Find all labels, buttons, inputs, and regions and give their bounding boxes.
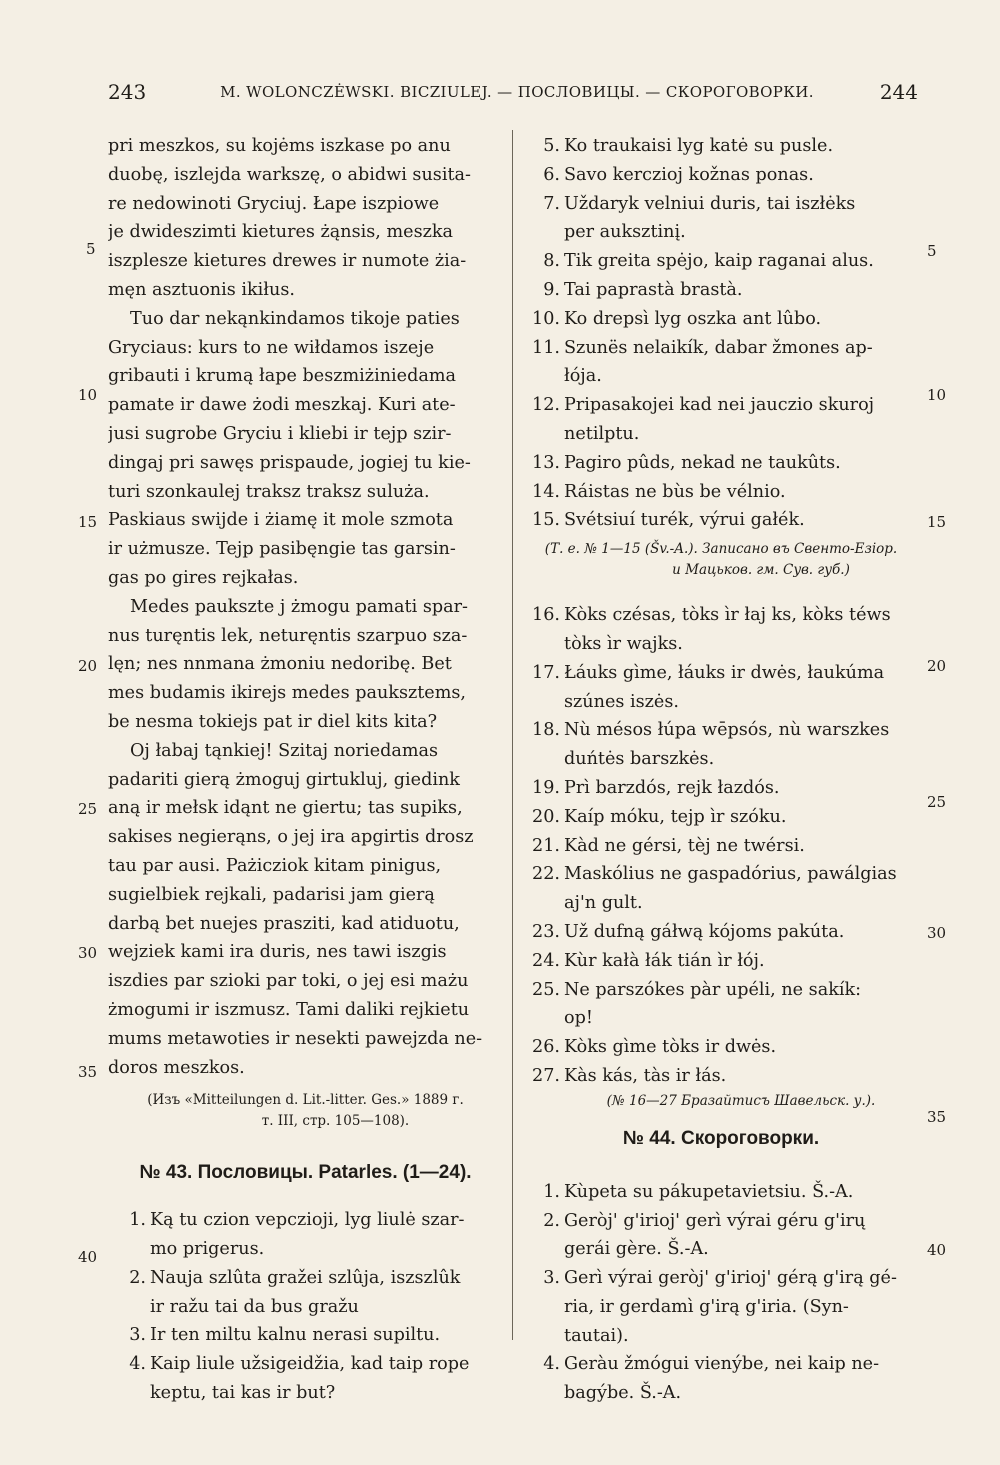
list-item <box>522 1033 920 1062</box>
item-text: Tik greita spėjo, kaip raganai alus. <box>564 251 874 272</box>
text-line: doros meszkos. <box>108 1057 245 1078</box>
item-text: Svétsiuí turék, výrui gałék. <box>564 510 805 531</box>
line-number: 35 <box>78 1063 98 1081</box>
text-line: mums metawoties ir nesekti pawejzda ne- <box>108 1028 483 1049</box>
list-item <box>522 247 920 276</box>
item-number: 18. <box>532 720 560 741</box>
item-text: Kòks czésas, tòks ìr łaj ks, kòks téws <box>564 605 891 626</box>
list-item <box>522 161 920 190</box>
list-item <box>522 1264 920 1293</box>
item-number: 24. <box>532 950 560 971</box>
item-number: 5. <box>543 136 560 156</box>
text-line: padariti gierą żmoguj girtukluj, giedink <box>108 769 460 790</box>
list-item <box>522 803 920 832</box>
item-text: Maskólius ne gaspadórius, pawálgias <box>564 864 897 885</box>
list-item <box>522 774 920 803</box>
list-item <box>522 716 920 745</box>
item-text: Nù mésos łúpa wēpsós, nù warszkes <box>564 720 890 741</box>
line-number: 40 <box>78 1248 98 1266</box>
item-text: Kùpeta su pákupetavietsiu. Š.-A. <box>564 1181 854 1202</box>
item-text: Ráistas ne bùs be vélnio. <box>564 481 786 502</box>
item-text: Łáuks gìme, łáuks ir dwės, łaukúma <box>564 662 885 683</box>
item-text: tautai). <box>564 1325 629 1346</box>
item-number: 4. <box>129 1354 146 1375</box>
item-number: 6. <box>543 164 560 185</box>
list-item <box>522 860 920 889</box>
item-text: Kàs kás, tàs ir łás. <box>564 1065 727 1086</box>
item-text: Ką tu czion vepczioji, lyg liulė szar- <box>150 1210 465 1231</box>
item-text: Gerì výrai geròj' g'irioj' gérą g'irą gé- <box>564 1268 897 1289</box>
item-text: ir ražu tai da bus gražu <box>150 1296 359 1317</box>
list-item <box>522 1178 920 1207</box>
item-number: 22. <box>532 864 560 885</box>
item-text: duńtės barszkės. <box>564 749 715 770</box>
item-number: 9. <box>543 279 560 300</box>
item-number: 19. <box>532 777 560 798</box>
line-number: 35 <box>927 1108 947 1126</box>
item-text: mo prigerus. <box>150 1239 265 1260</box>
source-note: (№ 16—27 Бразайтисъ Шавельск. у.). <box>606 1092 876 1109</box>
source-note: (Изъ «Mitteilungen d. Lit.-litter. Ges.» 1889 г. <box>147 1092 464 1109</box>
item-number: 26. <box>532 1037 560 1058</box>
list-item <box>522 1062 920 1091</box>
page-number-right: 244 <box>879 80 918 104</box>
item-text: Pripasakojei kad nei jauczio skuroj <box>564 395 875 416</box>
item-number: 13. <box>532 452 560 473</box>
line-number: 15 <box>927 513 947 531</box>
text-line: jusi sugrobe Gryciu i kliebi ir tejp szir- <box>108 423 452 444</box>
line-number: 30 <box>927 924 947 942</box>
list-item <box>522 305 920 334</box>
text-line: ir użmusze. Tejp pasibęngie tas garsin- <box>108 539 456 560</box>
item-number: 1. <box>543 1181 560 1202</box>
text-line: aną ir mełsk idąnt ne giertu; tas supiks, <box>108 798 463 819</box>
item-number: 23. <box>532 921 560 942</box>
item-text: Kòks gìme tòks ir dwės. <box>564 1037 777 1058</box>
item-text: Kaíp móku, tejp ìr szóku. <box>564 806 787 827</box>
item-number: 12. <box>532 395 560 416</box>
right-column <box>522 132 920 1408</box>
item-text: Tai paprastà brastà. <box>564 279 743 300</box>
list-item <box>522 601 920 630</box>
list-item <box>522 976 920 1005</box>
line-number: 40 <box>927 1241 947 1259</box>
item-number: 14. <box>532 481 560 502</box>
item-number: 15. <box>532 510 560 531</box>
text-line: turi szonkaulej traksz traksz sulużа. <box>108 481 430 502</box>
list-item <box>108 1206 503 1235</box>
running-title: M. WOLONCZĖWSKI. BICZIULEJ. — ПОСЛОВИЦЫ. — СКОРОГОВОРКИ. <box>220 83 814 101</box>
text-line: lęn; nes nnmana żmoniu nedoribę. Bet <box>108 654 452 675</box>
source-note: и Мацьков. гм. Cyв. губ.) <box>672 562 850 579</box>
item-number: 20. <box>532 806 560 827</box>
list-item <box>522 506 920 535</box>
item-number: 17. <box>532 662 560 683</box>
text-line: dingaj pri sawęs prispaude, jogiej tu kie- <box>108 452 471 473</box>
line-number: 25 <box>78 800 98 818</box>
item-number: 16. <box>532 605 560 626</box>
text-line: darbą bet nuejes prasziti, kad atiduotu, <box>108 913 460 934</box>
text-line: iszplesze kietures drewes ir numote żia- <box>108 251 467 272</box>
item-text: Ko drepsì lyg oszka ant lûbo. <box>564 308 822 329</box>
item-text: Nauja szlûta gražei szlûja, iszszlûk <box>150 1267 461 1288</box>
item-number: 10. <box>532 308 560 329</box>
list-item <box>522 478 920 507</box>
running-header <box>108 80 918 110</box>
line-number: 10 <box>927 386 947 404</box>
list-item <box>522 659 920 688</box>
text-line: męn asztuonis ikiłus. <box>108 279 295 300</box>
text-line: sugielbiek rejkali, padarisi jam gierą <box>108 884 435 905</box>
item-number: 8. <box>543 251 560 272</box>
source-note: (Т. е. № 1—15 (Šv.-A.). Записано въ Свенто-Езіор. <box>544 541 898 558</box>
left-column <box>108 132 503 1408</box>
item-text: tòks ìr wajks. <box>564 633 683 654</box>
item-text: op! <box>564 1008 593 1029</box>
text-line: tau par ausi. Pażicziok kitam pinigus, <box>108 855 442 876</box>
item-text: łója. <box>564 366 602 387</box>
list-item <box>522 276 920 305</box>
text-line: żmogumi ir iszmusz. Tami daliki rejkietu <box>108 999 470 1020</box>
item-number: 11. <box>532 337 560 358</box>
item-text: Ne parszókes pàr upéli, ne sakík: <box>564 979 862 1000</box>
item-text: Geròj' g'irioj' gerì výrai géru g'irų <box>564 1210 866 1231</box>
text-line: Gryciaus: kurs to ne wiłdamos iszeje <box>108 337 435 358</box>
line-number: 5 <box>86 240 96 258</box>
list-item <box>522 190 920 219</box>
text-line: pri meszkos, su kojėms iszkase po anu <box>108 136 451 156</box>
list-item <box>522 449 920 478</box>
item-text: Savo kercziој kožnas ponas. <box>564 164 814 185</box>
item-number: 4. <box>543 1354 560 1375</box>
line-number: 30 <box>78 944 98 962</box>
text-line: sakises negierąns, o jej ira apgirtis drosz <box>108 827 474 848</box>
text-line: gas po gires rejkałas. <box>108 567 299 588</box>
item-text: Prì barzdós, rejk łazdós. <box>564 777 780 798</box>
text-line: je dwideszimti kietures żąnsis, meszka <box>108 222 454 243</box>
list-item <box>522 334 920 363</box>
text-line: pamate ir dawe żodi meszkaj. Kuri ate- <box>108 395 456 416</box>
list-item <box>522 918 920 947</box>
list-item <box>522 132 920 161</box>
item-text: ria, ir gerdamì g'irą g'iria. (Syn- <box>564 1296 849 1317</box>
text-line: duobę, iszlejda warkszę, o abidwi susita- <box>108 164 471 185</box>
section-title: № 43. Пословицы. Patarles. (1—24). <box>139 1162 472 1184</box>
list-item <box>522 391 920 420</box>
text-line: mes budamis ikirejs medes pauksztems, <box>108 683 467 704</box>
item-text: Kaip liule užsigeidžia, kad taip rope <box>150 1354 470 1375</box>
section-title: № 44. Скороговорки. <box>622 1127 820 1149</box>
item-number: 2. <box>129 1267 146 1288</box>
list-item <box>522 832 920 861</box>
item-text: Ir ten miltu kalnu nerasi supiltu. <box>150 1325 441 1346</box>
source-note: т. III, стр. 105—108). <box>261 1113 410 1130</box>
item-number: 25. <box>532 979 560 1000</box>
line-number: 25 <box>927 793 947 811</box>
line-number: 15 <box>78 513 98 531</box>
item-text: keptu, tai kas ir but? <box>150 1383 336 1404</box>
item-text: gerái gère. Š.-A. <box>564 1239 709 1260</box>
item-number: 2. <box>543 1210 560 1231</box>
item-text: netilptu. <box>564 423 640 444</box>
line-number: 10 <box>78 386 98 404</box>
item-text: Kùr kałà łák tián ìr łój. <box>564 950 765 971</box>
item-number: 3. <box>129 1325 146 1346</box>
list-item <box>108 1264 503 1293</box>
text-line: wejziek kami ira duris, nes tawi iszgis <box>108 942 447 963</box>
text-line: nus turęntis lek, neturęntis szarpuo sza- <box>108 625 468 646</box>
item-text: per auksztinį. <box>564 222 686 243</box>
line-number: 5 <box>927 242 937 260</box>
column-divider <box>512 130 513 1340</box>
item-text: Uždaryk velniui duris, tai iszłėks <box>564 193 856 214</box>
item-text: Pagiro pûds, nekad ne taukûts. <box>564 452 841 473</box>
list-item <box>522 1350 920 1379</box>
line-number: 20 <box>927 657 947 675</box>
page-number-left: 243 <box>108 80 147 104</box>
text-line: iszdies par szioki par toki, o jej esi mażu <box>108 971 469 992</box>
list-item <box>108 1350 503 1379</box>
item-number: 27. <box>532 1065 560 1086</box>
item-text: Geràu žmógui vienýbe, nei kaip ne- <box>564 1354 880 1375</box>
item-text: szúnes iszės. <box>564 691 679 712</box>
item-text: Ko traukaisi lyg katė su pusle. <box>564 136 834 156</box>
item-number: 3. <box>543 1268 560 1289</box>
item-text: Kàd ne gérsi, tèj ne twérsi. <box>564 835 805 856</box>
list-item <box>522 947 920 976</box>
item-text: Szunës nelaikík, dabar žmones ap- <box>564 337 873 358</box>
item-number: 7. <box>543 193 560 214</box>
list-item <box>522 1207 920 1236</box>
line-number: 20 <box>78 657 98 675</box>
text-line: gribauti i krumą łape beszmiżiniedama <box>108 366 456 387</box>
text-line: re nedowinoti Gryciuj. Łape iszpiowe <box>108 193 440 214</box>
text-line: Paskiaus swijde i żiamę it mole szmota <box>108 510 454 531</box>
item-number: 21. <box>532 835 560 856</box>
item-text: aj'n gult. <box>564 893 643 914</box>
text-line: Tuo dar nekąnkindamos tikoje paties <box>130 308 460 329</box>
text-line: be nesma tokiejs pat ir diel kits kita? <box>108 711 438 732</box>
item-text: Už dufną gáłwą kójoms pakúta. <box>564 921 845 942</box>
item-number: 1. <box>129 1210 146 1231</box>
text-line: Medes paukszte j żmogu pamati spar- <box>130 596 468 617</box>
list-item <box>108 1321 503 1350</box>
text-line: Oj łabaj tąnkiej! Szitaj noriedamas <box>130 740 439 761</box>
item-text: bagýbe. Š.-A. <box>564 1383 682 1404</box>
